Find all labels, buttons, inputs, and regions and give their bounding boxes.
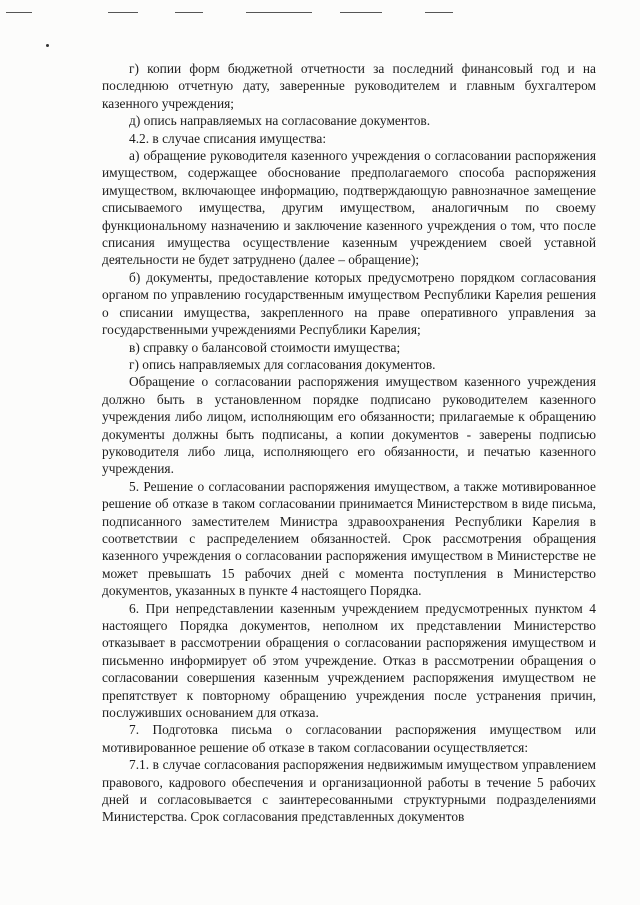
header-rule [340, 12, 382, 13]
paragraph: 7. Подготовка письма о согласовании распоряжения имуществом или мотивированное решение об отказе в таком согласовании осуществляется: [102, 722, 596, 755]
paragraph: в) справку о балансовой стоимости имущества; [129, 339, 401, 355]
header-rule [108, 12, 138, 13]
paragraph: а) обращение руководителя казенного учреждения о согласовании распоряжения имуществом, содержащее обоснование предполагаемого способа распоряжения имуществом, включающее информацию, подтверждающую равнозначное замещение списываемого имущества, другим имуществом, аналогичным по своему функциональному назначению и заключение казенного учреждения о том, что после списания имущества осуществление казенным учреждением своей уставной деятельности не будет затруднено (далее – обращение); [102, 148, 596, 268]
document-body [102, 60, 596, 826]
paragraph: 7.1. в случае согласования распоряжения недвижимым имуществом управлением правового, кадрового обеспечения и организационной работы в течение 5 рабочих дней и согласовывается с заинтересованными структурными подразделениями Министерства. Срок согласования представленных документов [102, 757, 596, 825]
paragraph: 5. Решение о согласовании распоряжения имуществом, а также мотивированное решение об отказе в таком согласовании принимается Министерством в виде письма, подписанного заместителем Министра здравоохранения Республики Карелия в соответствии с распределением обязанностей. Срок рассмотрения обращения казенного учреждения о согласовании распоряжения имуществом в Министерстве не может превышать 15 рабочих дней с момента поступления в Министерство документов, указанных в пункте 4 настоящего Порядка. [102, 478, 596, 599]
paragraph: 6. При непредставлении казенным учреждением предусмотренных пунктом 4 настоящего Порядка документов, неполном их представлении Министерство отказывает в рассмотрении обращения о согласовании распоряжения имуществом и письменно информирует об этом учреждение. Отказ в рассмотрении обращения о согласовании совершения казенным учреждением распоряжения имуществом не препятствует к повторному обращению учреждения после устранения причин, послуживших основанием для отказа. [102, 600, 596, 721]
paragraph: Обращение о согласовании распоряжения имуществом казенного учреждения должно быть в установленном порядке подписано руководителем казенного учреждения либо лицом, исполняющим его обязанности; прилагаемые к обращению документы должны быть подписаны, а копии документов - заверены подписью руководителя либо лица, исполняющего его обязанности, и печатью казенного учреждения. [102, 374, 596, 477]
header-rule [6, 12, 32, 13]
header-rule [246, 12, 312, 13]
paragraph: г) копии форм бюджетной отчетности за последний финансовый год и на последнюю отчетную дату, заверенные руководителем и главным бухгалтером казенного учреждения; [102, 61, 596, 111]
header-rule [175, 12, 203, 13]
scan-mark [46, 44, 49, 47]
header-rule [425, 12, 453, 13]
paragraph: г) опись направляемых для согласования документов. [129, 356, 436, 372]
paragraph: д) опись направляемых на согласование документов. [129, 113, 431, 129]
paragraph: 4.2. в случае списания имущества: [129, 130, 327, 146]
paragraph: б) документы, предоставление которых предусмотрено порядком согласования органом по управлению государственным имуществом Республики Карелия решения о списании имущества, закрепленного на праве оперативного управления за государственными учреждениями Республики Карелия; [102, 269, 596, 338]
